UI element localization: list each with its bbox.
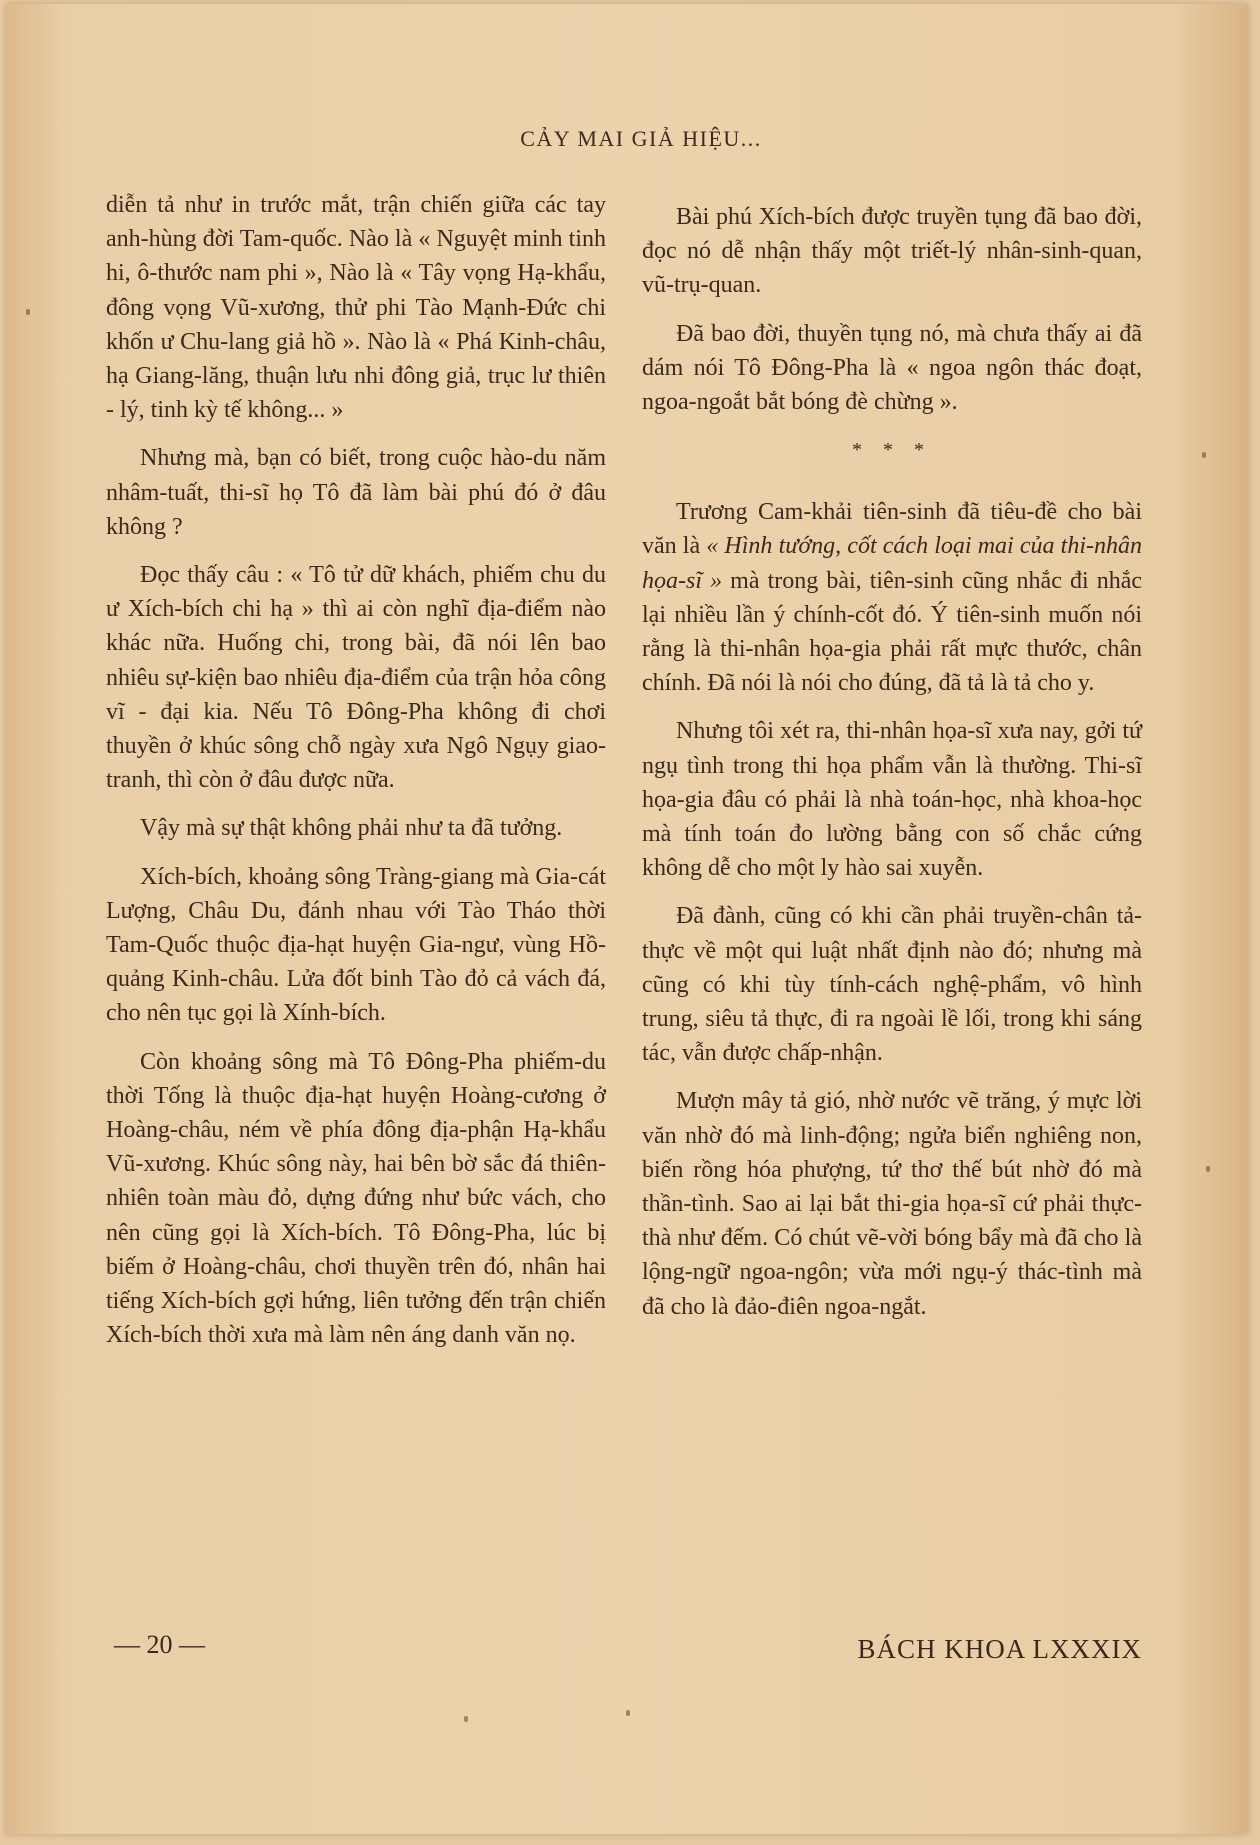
paragraph: diễn tả như in trước mắt, trận chiến giữa các tay anh-hùng đời Tam-quốc. Nào là « Nguyệt minh tinh hi, ô-thước nam phi », Nào là « Tây vọng Hạ-khẩu, đông vọng Vũ-xương, thử phi Tào Mạnh-Đức chi khốn ư Chu-lang giả hồ ». Nào là « Phá Kinh-châu, hạ Giang-lăng, thuận lưu nhi đông giả, trục lư thiên - lý, tinh kỳ tế không... » [106,192,606,424]
paper-speck [26,309,30,315]
paragraph: Đọc thấy câu : « Tô tử dữ khách, phiếm chu du ư Xích-bích chi hạ » thì ai còn nghĩ địa-điểm nào khác nữa. Huống chi, trong bài, đã nói lên bao nhiêu sự-kiện bao nhiêu địa-điểm của trận hỏa công vĩ - đại kia. Nếu Tô Đông-Pha không đi chơi thuyền ở khúc sông chỗ ngày xưa Ngô Ngụy giao-tranh, thì còn ở đâu được nữa. [106,562,606,794]
left-column [106,188,606,1367]
paragraph: Vậy mà sự thật không phải như ta đã tưởng. [140,815,563,842]
magazine-issue: BÁCH KHOA LXXXIX [857,1634,1142,1664]
paragraph: Mượn mây tả gió, nhờ nước vẽ trăng, ý mực lời văn nhờ đó mà linh-động; ngửa biển nghiêng non, biến rồng hóa phượng, tứ thơ thế bút nhờ đó mà thần-tình. Sao ai lại bắt thi-gia họa-sĩ cứ phải thực-thà như đếm. Có chút vẽ-vời bóng bẩy mà đã cho là lộng-ngữ ngoa-ngôn; vừa mới ngụ-ý thác-tình mà đã cho là đảo-điên ngoa-ngắt. [642,1088,1142,1320]
paragraph: Bài phú Xích-bích được truyền tụng đã bao đời, đọc nó dễ nhận thấy một triết-lý nhân-sinh-quan, vũ-trụ-quan. [642,204,1142,299]
essay-title: « Hình tướng, cốt cách loại mai của thi-nhân họa-sĩ » [642,533,1142,594]
paper-speck [1202,452,1206,458]
paragraph: Đã bao đời, thuyền tụng nó, mà chưa thấy ai đã dám nói Tô Đông-Pha là « ngoa ngôn thác đoạt, ngoa-ngoắt bắt bóng đè chừng ». [642,320,1142,416]
paragraph: Nhưng tôi xét ra, thi-nhân họa-sĩ xưa nay, gởi tứ ngụ tình trong thi họa phẩm vẫn là thường. Thi-sĩ họa-gia đâu có phải là nhà toán-học, nhà khoa-học mà tính toán đo lường bằng con số chắc cứng không dễ cho một ly hào sai xuyễn. [642,718,1142,882]
paragraph: Còn khoảng sông mà Tô Đông-Pha phiếm-du thời Tống là thuộc địa-hạt huyện Hoàng-cương ở Hoàng-châu, ném về phía đông địa-phận Hạ-khẩu Vũ-xương. Khúc sông này, hai bên bờ sắc đá thiên-nhiên toàn màu đỏ, dựng đứng như bức vách, cho nên cũng gọi là Xích-bích. Tô Đông-Pha, lúc bị biếm ở Hoàng-châu, chơi thuyền trên đó, nhân hai tiếng Xích-bích gợi hứng, liên tưởng đến trận chiến Xích-bích thời xưa mà làm nên áng danh văn nọ. [106,1048,606,1349]
paragraph: Xích-bích, khoảng sông Tràng-giang mà Gia-cát Lượng, Châu Du, đánh nhau với Tào Tháo thời Tam-Quốc thuộc địa-hạt huyện Gia-ngư, vùng Hồ-quảng Kinh-châu. Lửa đốt binh Tào đỏ cả vách đá, cho nên tục gọi là Xính-bích. [106,863,606,1027]
paper-speck [464,1716,468,1722]
right-column [642,200,1142,1338]
paper-speck [1206,1166,1210,1172]
paragraph: Nhưng mà, bạn có biết, trong cuộc hào-du năm nhâm-tuất, thi-sĩ họ Tô đã làm bài phú đó ở đâu không ? [106,445,606,540]
intro-text-continued: mà trong bài, tiên-sinh cũng nhắc đi nhắc lại nhiều lần ý chính-cốt đó. Ý tiên-sinh muốn nói rằng là thi-nhân họa-gia phải rất mực thước, chân chính. Đã nói là nói cho đúng, đã tả là tả cho y. [642,567,1143,697]
paragraph: Đã đành, cũng có khi cần phải truyền-chân tả-thực về một qui luật nhất định nào đó; nhưng mà cũng có khi tùy tính-cách nghệ-phẩm, vô hình trung, siêu tả thực, đi ra ngoài lề lối, trong khi sáng tác, vẫn được chấp-nhận. [642,903,1142,1067]
magazine-page [6,4,1248,1834]
section-break: * * * [852,439,932,462]
paper-speck [626,1710,630,1716]
running-head: CẢY MAI GIẢ HIỆU... [520,126,762,151]
intro-text: Trương Cam-khải tiên-sinh đã tiêu-đề cho bài văn là [642,499,1142,560]
page-number: — 20 — [114,1630,205,1659]
paragraph [642,495,1142,700]
